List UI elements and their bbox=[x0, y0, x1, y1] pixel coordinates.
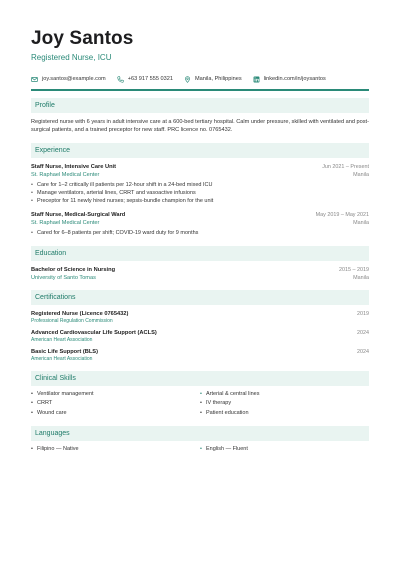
job-bullet: • Cared for 6–8 patients per shift; COVID-19 ward duty for 9 months bbox=[31, 229, 369, 237]
header-divider bbox=[31, 89, 369, 91]
job-bullet: • Preceptor for 11 newly hired nurses; sepsis-bundle champion for the unit bbox=[31, 197, 369, 205]
education-entry bbox=[31, 266, 369, 282]
job-employer: St. Raphael Medical Center bbox=[31, 220, 100, 227]
certification-entry bbox=[31, 329, 369, 344]
skills-list bbox=[31, 390, 369, 419]
skill-item: • Patient education bbox=[200, 409, 369, 419]
contact-email-text: joy.santos@example.com bbox=[42, 76, 106, 82]
skill-item: • IV therapy bbox=[200, 399, 369, 409]
languages-list bbox=[31, 445, 369, 455]
job-dates: May 2019 – May 2021 bbox=[315, 212, 369, 219]
certification-issuer: Professional Regulation Commission bbox=[31, 317, 113, 324]
contact-linkedin[interactable] bbox=[253, 76, 326, 83]
contact-linkedin-text: linkedin.com/in/joysantos bbox=[263, 76, 326, 82]
profile-heading: Profile bbox=[31, 98, 369, 113]
job-bullet: • Manage ventilators, arterial lines, CRRT and vasoactive infusions bbox=[31, 189, 369, 197]
certification-year: 2024 bbox=[357, 329, 369, 336]
contact-location bbox=[184, 76, 242, 83]
certification-entry bbox=[31, 348, 369, 363]
location-icon bbox=[184, 76, 191, 83]
contact-email[interactable] bbox=[31, 76, 106, 83]
skill-item: • Ventilator management bbox=[31, 390, 200, 400]
skill-item: • Arterial & central lines bbox=[200, 390, 369, 400]
certifications-heading: Certifications bbox=[31, 290, 369, 305]
contact-phone-text: +63 917 555 0321 bbox=[127, 76, 173, 82]
skills-heading: Clinical Skills bbox=[31, 371, 369, 386]
skill-item: • CRRT bbox=[31, 399, 200, 409]
job-entry bbox=[31, 163, 369, 206]
skill-item: • Wound care bbox=[31, 409, 200, 419]
email-icon bbox=[31, 76, 38, 83]
certification-issuer: American Heart Association bbox=[31, 336, 93, 343]
contact-location-text: Manila, Philippines bbox=[194, 76, 242, 82]
certification-title: Registered Nurse (Licence 0765432) bbox=[31, 310, 129, 317]
job-dates: Jun 2021 – Present bbox=[322, 163, 369, 170]
school-location: Manila bbox=[353, 274, 369, 281]
contact-bar bbox=[31, 74, 369, 84]
job-bullets bbox=[31, 229, 369, 237]
degree-title: Bachelor of Science in Nursing bbox=[31, 266, 116, 273]
certification-title: Advanced Cardiovascular Life Support (ACLS) bbox=[31, 329, 157, 336]
language-item: • Filipino — Native bbox=[31, 445, 200, 455]
school-name: University of Santo Tomas bbox=[31, 274, 96, 281]
experience-heading: Experience bbox=[31, 143, 369, 158]
contact-phone[interactable] bbox=[117, 76, 173, 83]
candidate-name: Joy Santos bbox=[31, 28, 134, 49]
certification-entry bbox=[31, 310, 369, 325]
job-employer: St. Raphael Medical Center bbox=[31, 171, 100, 178]
certification-title: Basic Life Support (BLS) bbox=[31, 348, 98, 355]
phone-icon bbox=[117, 76, 124, 83]
education-heading: Education bbox=[31, 246, 369, 261]
languages-heading: Languages bbox=[31, 426, 369, 441]
job-entry bbox=[31, 211, 369, 237]
certification-year: 2024 bbox=[357, 348, 369, 355]
job-location: Manila bbox=[353, 171, 369, 178]
education-dates: 2015 – 2019 bbox=[339, 266, 369, 273]
job-bullet: • Care for 1–2 critically ill patients per 12-hour shift in a 24-bed mixed ICU bbox=[31, 181, 369, 189]
job-title: Staff Nurse, Intensive Care Unit bbox=[31, 163, 117, 170]
job-title: Staff Nurse, Medical-Surgical Ward bbox=[31, 212, 126, 219]
language-item: • English — Fluent bbox=[200, 445, 369, 455]
profile-summary: Registered nurse with 6 years in adult intensive care at a 600-bed tertiary hospital. Calm under pressure, skilled with ventilated and post-surgical patients, and a trained preceptor for new staff. PRC licence no. 0765432. bbox=[31, 119, 369, 134]
job-bullets bbox=[31, 181, 369, 206]
certification-issuer: American Heart Association bbox=[31, 355, 93, 362]
linkedin-icon bbox=[253, 76, 260, 83]
certification-year: 2019 bbox=[357, 310, 369, 317]
candidate-role: Registered Nurse, ICU bbox=[31, 53, 112, 62]
job-location: Manila bbox=[353, 220, 369, 227]
